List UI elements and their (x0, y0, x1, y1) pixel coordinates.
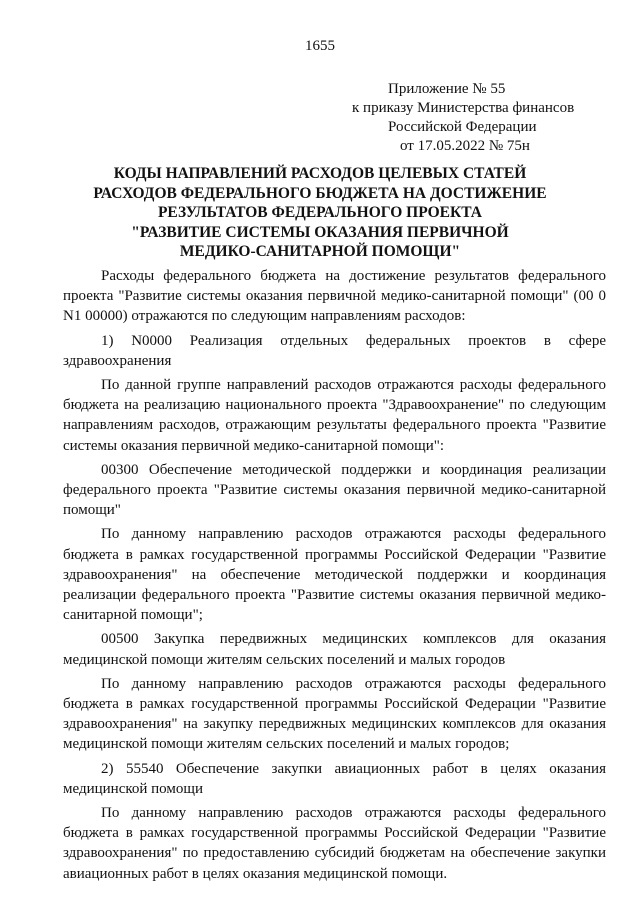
body-paragraph: Расходы федерального бюджета на достижение результатов федерального проекта "Развитие системы оказания первичной медико-санитарной помощи" (00 0 N1 00000) отражаются по следующим направлениям расходов: (63, 268, 606, 325)
document-body (63, 266, 606, 888)
annex-number: Приложение № 55 (388, 81, 506, 97)
title-line: РАСХОДОВ ФЕДЕРАЛЬНОГО БЮДЖЕТА НА ДОСТИЖЕНИЕ (93, 184, 547, 202)
body-paragraph: 1) N0000 Реализация отдельных федеральных проектов в сфере здравоохранения (63, 332, 606, 369)
body-paragraph: По данному направлению расходов отражаются расходы федерального бюджета в рамках государственной программы Российской Федерации "Развитие здравоохранения" на обеспечение методической поддержки и координация реализации федерального проекта "Развитие системы оказания первичной медико-санитарной помощи"; (63, 526, 606, 624)
body-paragraph: 00300 Обеспечение методической поддержки и координация реализации федерального проекта "Развитие системы оказания первичной медико-санитарной помощи" (63, 461, 606, 519)
title-line: "РАЗВИТИЕ СИСТЕМЫ ОКАЗАНИЯ ПЕРВИЧНОЙ (131, 223, 509, 241)
title-line: МЕДИКО-САНИТАРНОЙ ПОМОЩИ" (179, 243, 461, 260)
body-paragraph: По данному направлению расходов отражаются расходы федерального бюджета в рамках государственной программы Российской Федерации "Развитие здравоохранения" на закупку передвижных медицинских комплексов для оказания медицинской помощи жителям сельских поселений и малых городов; (63, 675, 606, 753)
annex-country: Российской Федерации (388, 119, 537, 135)
document-title (80, 164, 560, 262)
body-paragraph: 00500 Закупка передвижных медицинских комплексов для оказания медицинской помощи жителям сельских поселений и малых городов (63, 631, 606, 668)
body-paragraph: 2) 55540 Обеспечение закупки авиационных работ в целях оказания медицинской помощи (63, 760, 606, 797)
annex-order-ref: к приказу Министерства финансов (352, 100, 575, 116)
body-paragraph: По данному направлению расходов отражаются расходы федерального бюджета в рамках государственной программы Российской Федерации "Развитие здравоохранения" по предоставлению субсидий бюджетам на обеспечение закупки авиационных работ в целях оказания медицинской помощи. (63, 805, 606, 882)
page-number: 1655 (305, 38, 335, 54)
body-paragraph: По данной группе направлений расходов отражаются расходы федерального бюджета на реализацию национального проекта "Здравоохранение" по следующим направлениям расходов, отражающим результаты федерального проекта "Развитие системы оказания первичной медико-санитарной помощи": (63, 377, 606, 454)
annex-header (330, 80, 600, 156)
title-line: РЕЗУЛЬТАТОВ ФЕДЕРАЛЬНОГО ПРОЕКТА (157, 204, 483, 221)
title-line: КОДЫ НАПРАВЛЕНИЙ РАСХОДОВ ЦЕЛЕВЫХ СТАТЕЙ (113, 165, 527, 182)
annex-date: от 17.05.2022 № 75н (400, 138, 530, 154)
